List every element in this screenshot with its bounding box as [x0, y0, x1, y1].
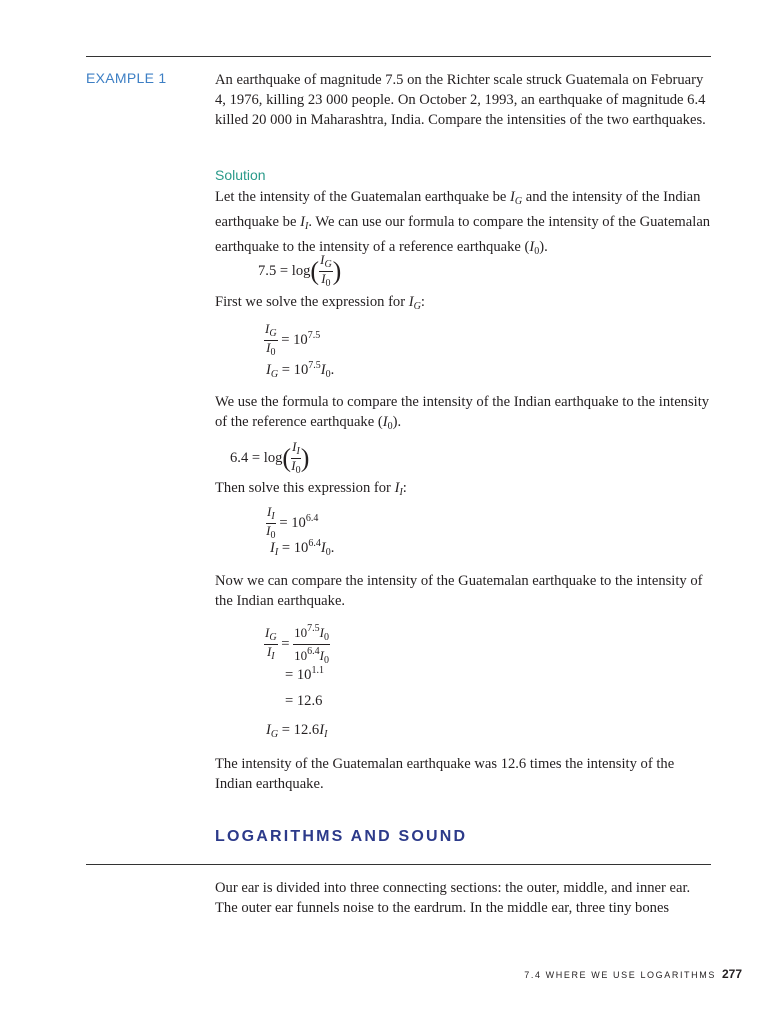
equation-ig-value: $I_G = 10^{7.5}I_0$. — [266, 360, 335, 380]
solution-heading: Solution — [215, 167, 266, 183]
top-rule — [86, 56, 711, 57]
equation-10-1-1: = $10^{1.1}$ — [285, 665, 324, 683]
running-head: 7.4 WHERE WE USE LOGARITHMS — [524, 970, 716, 980]
para-indian-formula: We use the formula to compare the intensity of the Indian earthquake to the intensity of the reference earthquake $(I_0)$. — [215, 394, 710, 432]
example-label: EXAMPLE 1 — [86, 70, 167, 86]
step-solve-ig: First we solve the expression for $I_G$: — [215, 294, 425, 312]
example-problem: An earthquake of magnitude 7.5 on the Richter scale struck Guatemala on February 4, 1976, killing 23 000 people. On October 2, 1993, an earthquake of magnitude 6.4 killed 20 000 in Maharashtra, India. Compare the intensities of the two earthquakes. — [215, 72, 706, 128]
equation-ratio-ig-ii: $\frac{I_G}{I_I}$ = $\frac{10^{7.5}I_0}{10^{6.4}I_0}$ — [265, 623, 329, 666]
section-rule — [86, 864, 711, 865]
page-number: 277 — [721, 967, 742, 981]
equation-magnitude-india: 6.4 = log( $\frac{I_I}{I_0}$ ) — [230, 439, 310, 476]
step-solve-ii: Then solve this expression for $I_I$: — [215, 480, 407, 498]
solution-intro: Let the intensity of the Guatemalan earthquake be $I_G$ and the intensity of the Indian earthquake be $I_I$. We can use our formula to compare the intensity of the Guatemalan earthquake to the intensity of a reference earthquake $(I_0)$. — [215, 189, 711, 257]
equation-ig-ratio: $\frac{I_G}{I_0}$ = $10^{7.5}$ — [265, 321, 321, 358]
conclusion: The intensity of the Guatemalan earthquake was 12.6 times the intensity of the Indian earthquake. — [215, 756, 675, 792]
equation-12-6: = 12.6 — [285, 693, 323, 709]
equation-magnitude-guatemala: 7.5 = log( $\frac{I_G}{I_0}$ ) — [258, 252, 342, 289]
equation-ii-ratio: $\frac{I_I}{I_0}$ = $10^{6.4}$ — [266, 504, 319, 541]
section-body: Our ear is divided into three connecting sections: the outer, middle, and inner ear. The outer ear funnels noise to the eardrum. In the middle ear, three tiny bones — [215, 880, 691, 916]
equation-ig-final: $I_G = 12.6I_I$ — [266, 722, 328, 740]
equation-ii-value: $I_I = 10^{6.4}I_0$. — [270, 538, 335, 558]
page-footer — [480, 967, 742, 981]
para-compare: Now we can compare the intensity of the Guatemalan earthquake to the intensity of the Indian earthquake. — [215, 573, 703, 609]
section-heading: LOGARITHMS AND SOUND — [215, 828, 468, 845]
